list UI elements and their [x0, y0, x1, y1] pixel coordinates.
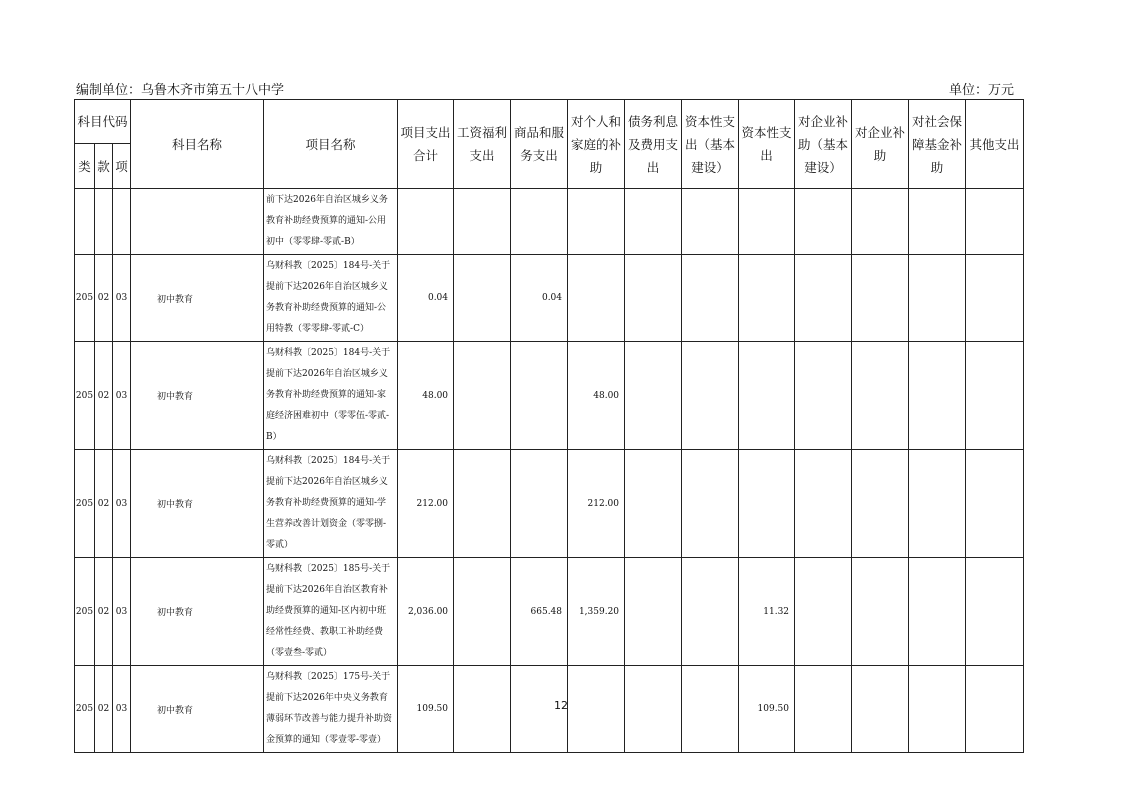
xiang-header: 项	[113, 144, 131, 189]
currency-unit: 单位：万元	[948, 83, 1014, 98]
capital-header: 资本性支出	[739, 100, 795, 189]
capital-cell: 109.50	[739, 666, 795, 753]
code-group-header: 科目代码	[75, 100, 131, 144]
lei-header: 类	[75, 144, 95, 189]
capital-cell	[739, 450, 795, 558]
household-cell: 1,359.20	[568, 558, 625, 666]
debt-cell	[625, 558, 682, 666]
capital-basic-header: 资本性支出（基本建设）	[682, 100, 739, 189]
xiang-cell: 03	[113, 450, 131, 558]
total-cell	[398, 189, 454, 255]
wages-cell	[454, 189, 511, 255]
total-cell: 0.04	[398, 255, 454, 342]
goods-cell	[511, 342, 568, 450]
subject-name-cell: 初中教育	[131, 558, 264, 666]
debt-cell	[625, 255, 682, 342]
lei-cell	[75, 189, 95, 255]
capital-cell	[739, 255, 795, 342]
social-cell	[909, 255, 966, 342]
expenditure-table	[74, 99, 1024, 753]
lei-cell: 205	[75, 666, 95, 753]
lei-cell: 205	[75, 342, 95, 450]
subject-name-cell	[131, 189, 264, 255]
social-header: 对社会保障基金补助	[909, 100, 966, 189]
table-row	[75, 342, 1024, 450]
capital-cell	[739, 342, 795, 450]
table-row	[75, 189, 1024, 255]
enterprise-basic-cell	[795, 558, 852, 666]
capital-basic-cell	[682, 189, 739, 255]
household-cell	[568, 189, 625, 255]
xiang-cell: 03	[113, 558, 131, 666]
enterprise-cell	[852, 342, 909, 450]
kuan-header: 款	[95, 144, 113, 189]
wages-cell	[454, 450, 511, 558]
total-cell: 48.00	[398, 342, 454, 450]
kuan-cell: 02	[95, 450, 113, 558]
subject-name-cell: 初中教育	[131, 255, 264, 342]
xiang-cell: 03	[113, 666, 131, 753]
xiang-cell	[113, 189, 131, 255]
page-number: 12	[554, 699, 568, 712]
lei-cell: 205	[75, 255, 95, 342]
subject-name-cell: 初中教育	[131, 342, 264, 450]
subject-name-cell: 初中教育	[131, 450, 264, 558]
debt-header: 债务利息及费用支出	[625, 100, 682, 189]
household-cell: 212.00	[568, 450, 625, 558]
table-row	[75, 558, 1024, 666]
total-cell: 109.50	[398, 666, 454, 753]
enterprise-cell	[852, 450, 909, 558]
capital-basic-cell	[682, 255, 739, 342]
kuan-cell: 02	[95, 666, 113, 753]
social-cell	[909, 342, 966, 450]
project-name-cell: 乌财科教〔2025〕184号-关于提前下达2026年自治区城乡义务教育补助经费预算的通知-学生营养改善计划资金（零零捌-零贰）	[264, 450, 398, 558]
enterprise-basic-cell	[795, 255, 852, 342]
enterprise-basic-cell	[795, 342, 852, 450]
lei-cell: 205	[75, 450, 95, 558]
enterprise-basic-cell	[795, 450, 852, 558]
kuan-cell: 02	[95, 342, 113, 450]
social-cell	[909, 558, 966, 666]
goods-cell	[511, 450, 568, 558]
total-cell: 212.00	[398, 450, 454, 558]
goods-cell	[511, 189, 568, 255]
kuan-cell: 02	[95, 255, 113, 342]
other-cell	[966, 450, 1024, 558]
other-cell	[966, 342, 1024, 450]
household-cell: 48.00	[568, 342, 625, 450]
capital-basic-cell	[682, 342, 739, 450]
enterprise-header: 对企业补助	[852, 100, 909, 189]
goods-cell: 0.04	[511, 255, 568, 342]
social-cell	[909, 189, 966, 255]
goods-header: 商品和服务支出	[511, 100, 568, 189]
enterprise-basic-cell	[795, 189, 852, 255]
social-cell	[909, 450, 966, 558]
table-row	[75, 450, 1024, 558]
household-header: 对个人和家庭的补助	[568, 100, 625, 189]
project-name-cell: 前下达2026年自治区城乡义务教育补助经费预算的通知-公用初中（零零肆-零贰-B）	[264, 189, 398, 255]
project-name-cell: 乌财科教〔2025〕184号-关于提前下达2026年自治区城乡义务教育补助经费预算的通知-公用特教（零零肆-零贰-C）	[264, 255, 398, 342]
other-cell	[966, 255, 1024, 342]
kuan-cell	[95, 189, 113, 255]
enterprise-cell	[852, 189, 909, 255]
capital-basic-cell	[682, 450, 739, 558]
total-header: 项目支出合计	[398, 100, 454, 189]
debt-cell	[625, 450, 682, 558]
compiling-unit: 编制单位：乌鲁木齐市第五十八中学	[76, 83, 285, 98]
project-name-cell: 乌财科教〔2025〕184号-关于提前下达2026年自治区城乡义务教育补助经费预算的通知-家庭经济困难初中（零零伍-零贰-B）	[264, 342, 398, 450]
wages-cell	[454, 255, 511, 342]
household-cell	[568, 255, 625, 342]
wages-header: 工资福利支出	[454, 100, 511, 189]
subject-name-cell: 初中教育	[131, 666, 264, 753]
table-body	[75, 189, 1024, 753]
enterprise-cell	[852, 255, 909, 342]
capital-cell	[739, 189, 795, 255]
debt-cell	[625, 189, 682, 255]
lei-cell: 205	[75, 558, 95, 666]
xiang-cell: 03	[113, 255, 131, 342]
kuan-cell: 02	[95, 558, 113, 666]
project-name-cell: 乌财科教〔2025〕185号-关于提前下达2026年自治区教育补助经费预算的通知-区内初中班经常性经费、教职工补助经费（零壹叁-零贰）	[264, 558, 398, 666]
project-name-header: 项目名称	[264, 100, 398, 189]
capital-basic-cell	[682, 558, 739, 666]
wages-cell	[454, 342, 511, 450]
total-cell: 2,036.00	[398, 558, 454, 666]
other-cell	[966, 189, 1024, 255]
other-header: 其他支出	[966, 100, 1024, 189]
capital-cell: 11.32	[739, 558, 795, 666]
enterprise-basic-header: 对企业补助（基本建设）	[795, 100, 852, 189]
wages-cell	[454, 558, 511, 666]
xiang-cell: 03	[113, 342, 131, 450]
goods-cell: 665.48	[511, 558, 568, 666]
project-name-cell: 乌财科教〔2025〕175号-关于提前下达2026年中央义务教育薄弱环节改善与能力提升补助资金预算的通知（零壹零-零壹）	[264, 666, 398, 753]
table-row	[75, 255, 1024, 342]
subject-name-header: 科目名称	[131, 100, 264, 189]
debt-cell	[625, 342, 682, 450]
other-cell	[966, 558, 1024, 666]
enterprise-cell	[852, 558, 909, 666]
